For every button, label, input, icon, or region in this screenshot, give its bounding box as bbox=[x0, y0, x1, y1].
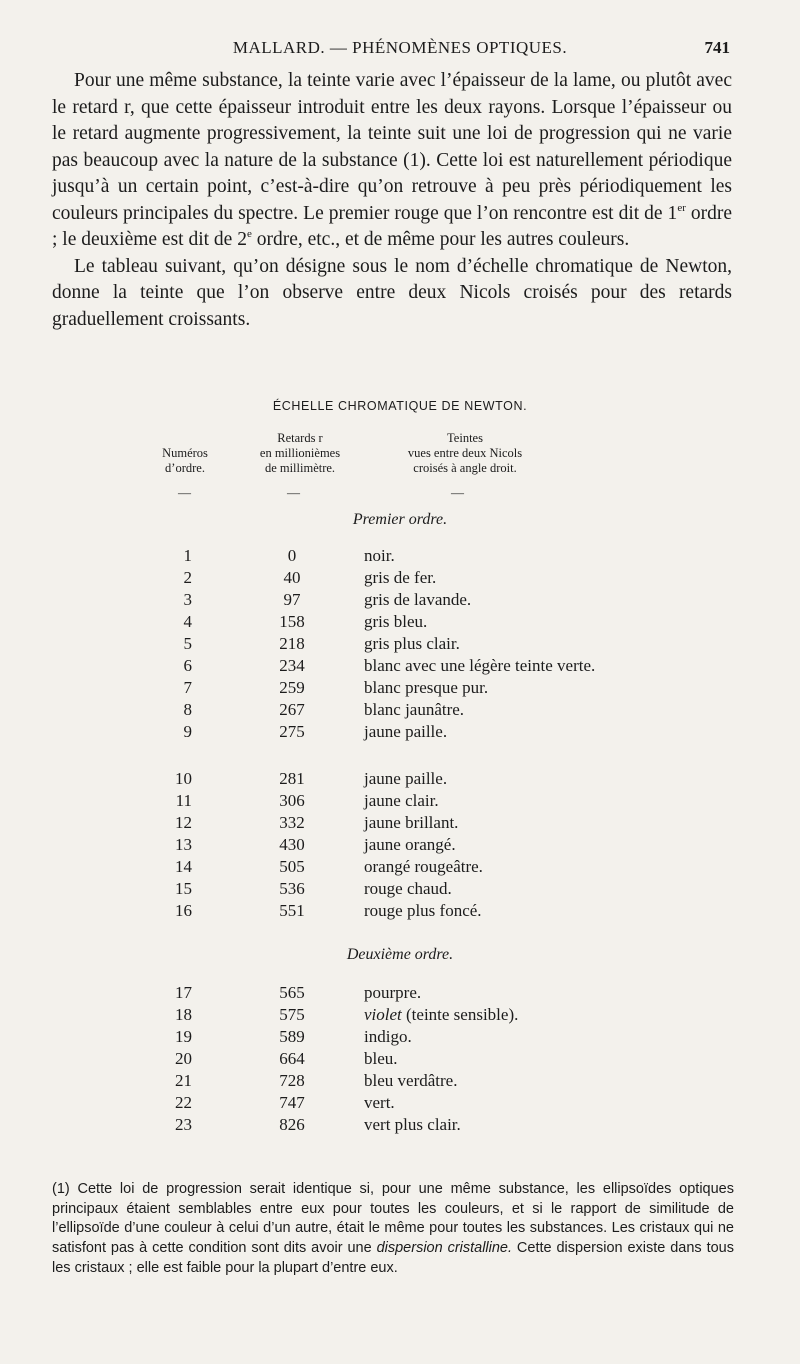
section-title-premier-ordre: Premier ordre. bbox=[352, 511, 448, 528]
table-row bbox=[0, 721, 800, 743]
row-retard: 0 bbox=[287, 546, 297, 565]
paragraph-1-part-2: ordre ; le deuxième est dit de 2 bbox=[52, 202, 732, 250]
row-number: 22 bbox=[175, 1093, 192, 1112]
table-row bbox=[0, 699, 800, 721]
column-header-teintes-line-2: vues entre deux Nicols bbox=[407, 446, 523, 460]
table-row bbox=[0, 856, 800, 878]
row-number: 23 bbox=[175, 1115, 192, 1134]
row-number: 18 bbox=[175, 1005, 192, 1024]
row-number: 20 bbox=[175, 1049, 192, 1068]
row-tint: blanc jaunâtre. bbox=[364, 700, 465, 719]
superscript-er: er bbox=[677, 201, 686, 214]
section-title-deuxieme-ordre: Deuxième ordre. bbox=[346, 946, 454, 963]
table-row bbox=[0, 1114, 800, 1136]
row-retard: 664 bbox=[279, 1049, 305, 1068]
row-number: 15 bbox=[175, 879, 192, 898]
footnote bbox=[52, 1180, 734, 1279]
column-header-retards-line-2: en millionièmes bbox=[259, 446, 341, 460]
table-row bbox=[0, 545, 800, 567]
row-number: 16 bbox=[175, 901, 192, 920]
row-number: 10 bbox=[175, 769, 192, 788]
row-tint: noir. bbox=[364, 546, 395, 565]
table-row bbox=[0, 900, 800, 922]
row-tint: jaune paille. bbox=[364, 769, 448, 788]
footnote-paragraph bbox=[52, 1180, 734, 1279]
row-tint: vert. bbox=[364, 1093, 395, 1112]
footnote-part-1: (1) Cette loi de progression serait identique si, pour une même substance, les ellipsoïdes optiques principaux étaient semblables entre eux pour toutes les couleurs, et si le rapport de similitude de l’ellipsoïde d’une couleur à celui d’un autre, était le même pour toutes les substances. Les cristaux qui ne satisfont pas à cette condition sont dits avoir une bbox=[52, 1181, 734, 1257]
row-retard: 97 bbox=[283, 590, 301, 609]
row-number: 8 bbox=[183, 700, 192, 719]
column-header-numbers bbox=[140, 446, 230, 476]
row-retard: 728 bbox=[279, 1071, 305, 1090]
row-tint: indigo. bbox=[364, 1027, 412, 1046]
row-tint-rest: (teinte sensible). bbox=[401, 1005, 519, 1024]
row-retard: 332 bbox=[279, 813, 305, 832]
table-row bbox=[0, 878, 800, 900]
table-title: ÉCHELLE CHROMATIQUE DE NEWTON. bbox=[272, 399, 528, 413]
row-number: 17 bbox=[175, 983, 192, 1002]
row-number: 9 bbox=[183, 722, 192, 741]
dash-column-3: — bbox=[451, 485, 464, 500]
column-header-teintes bbox=[375, 431, 555, 476]
row-number: 2 bbox=[183, 568, 192, 587]
paragraph-1 bbox=[52, 68, 732, 254]
row-number: 19 bbox=[175, 1027, 192, 1046]
footnote-italic: dispersion cristalline. bbox=[376, 1240, 513, 1257]
row-number: 1 bbox=[183, 546, 192, 565]
column-header-teintes-line-3: croisés à angle droit. bbox=[413, 461, 517, 475]
column-header-retards-line-1: Retards r bbox=[277, 431, 323, 445]
row-retard: 306 bbox=[279, 791, 305, 810]
table-row bbox=[0, 768, 800, 790]
row-number: 13 bbox=[175, 835, 192, 854]
table-row bbox=[0, 633, 800, 655]
table-row bbox=[0, 812, 800, 834]
superscript-e: e bbox=[246, 228, 252, 240]
row-tint: rouge plus foncé. bbox=[364, 901, 482, 920]
row-retard: 536 bbox=[279, 879, 305, 898]
row-tint: jaune clair. bbox=[364, 791, 439, 810]
row-number: 3 bbox=[183, 590, 192, 609]
row-retard: 234 bbox=[279, 656, 305, 675]
row-tint bbox=[364, 1004, 518, 1026]
row-number: 7 bbox=[183, 678, 192, 697]
row-tint: orangé rougeâtre. bbox=[364, 857, 483, 876]
table-row bbox=[0, 834, 800, 856]
row-retard: 826 bbox=[279, 1115, 305, 1134]
row-retard: 747 bbox=[279, 1093, 305, 1112]
running-title: MALLARD. — PHÉNOMÈNES OPTIQUES. bbox=[232, 38, 568, 57]
table-group-3 bbox=[0, 982, 800, 1136]
table-group-1 bbox=[0, 545, 800, 743]
row-retard: 589 bbox=[279, 1027, 305, 1046]
table-row bbox=[0, 1026, 800, 1048]
row-tint-italic: violet bbox=[364, 1005, 402, 1024]
table-row bbox=[0, 567, 800, 589]
row-tint: gris de fer. bbox=[364, 568, 437, 587]
body-text bbox=[52, 68, 732, 333]
row-tint: blanc presque pur. bbox=[364, 678, 489, 697]
page-number: 741 bbox=[704, 38, 730, 57]
table-row bbox=[0, 677, 800, 699]
paragraph-1-part-1: Pour une même substance, la teinte varie avec l’épaisseur de la lame, ou plutôt avec le retard r, que cette épaisseur introduit entre les deux rayons. Lorsque l’épaisseur ou le retard augmente progressivement, la teinte suit une loi de progression qui ne varie pas beaucoup avec la nature de la substance (1). Cette loi est naturellement périodique jusqu’à un certain point, c’est-à-dire qu’on retrouve à peu près périodiquement les couleurs principales du spectre. Le premier rouge que l’on rencontre est dit de 1 bbox=[52, 70, 732, 224]
row-number: 4 bbox=[183, 612, 192, 631]
table-row bbox=[0, 1070, 800, 1092]
paragraph-1-part-3: ordre, etc., et de même pour les autres couleurs. bbox=[251, 229, 630, 250]
column-header-teintes-line-1: Teintes bbox=[447, 431, 483, 445]
table-row bbox=[0, 1048, 800, 1070]
table-row bbox=[0, 1004, 800, 1026]
footnote-part-2: Cette dispersion existe dans tous les cristaux ; elle est faible pour la plupart d’entre eux. bbox=[52, 1240, 734, 1276]
row-retard: 575 bbox=[279, 1005, 305, 1024]
paragraph-2: Le tableau suivant, qu’on désigne sous le nom d’échelle chromatique de Newton, donne la teinte que l’on observe entre deux Nicols croisés pour des retards graduellement croissants. bbox=[52, 255, 732, 330]
column-header-numbers-line-1: Numéros bbox=[162, 446, 208, 460]
row-retard: 218 bbox=[279, 634, 305, 653]
table-row bbox=[0, 790, 800, 812]
row-retard: 505 bbox=[279, 857, 305, 876]
row-retard: 430 bbox=[279, 835, 305, 854]
row-number: 5 bbox=[183, 634, 192, 653]
table-row bbox=[0, 655, 800, 677]
row-tint: jaune orangé. bbox=[364, 835, 456, 854]
row-number: 21 bbox=[175, 1071, 192, 1090]
row-retard: 551 bbox=[279, 901, 305, 920]
row-tint: jaune paille. bbox=[364, 722, 448, 741]
table-row bbox=[0, 982, 800, 1004]
dash-column-2: — bbox=[287, 485, 300, 500]
row-number: 11 bbox=[175, 791, 192, 810]
row-tint: bleu. bbox=[364, 1049, 398, 1068]
row-retard: 267 bbox=[279, 700, 305, 719]
row-retard: 565 bbox=[279, 983, 305, 1002]
page-header bbox=[0, 38, 800, 64]
row-retard: 158 bbox=[279, 612, 305, 631]
table-row bbox=[0, 1092, 800, 1114]
row-tint: jaune brillant. bbox=[364, 813, 459, 832]
row-number: 14 bbox=[175, 857, 192, 876]
row-retard: 259 bbox=[279, 678, 305, 697]
column-header-numbers-line-2: d’ordre. bbox=[165, 461, 205, 475]
row-tint: gris de lavande. bbox=[364, 590, 472, 609]
row-retard: 281 bbox=[279, 769, 305, 788]
row-tint: rouge chaud. bbox=[364, 879, 452, 898]
row-retard: 40 bbox=[283, 568, 301, 587]
row-tint: gris plus clair. bbox=[364, 634, 460, 653]
row-retard: 275 bbox=[279, 722, 305, 741]
table-row bbox=[0, 589, 800, 611]
row-tint: blanc avec une légère teinte verte. bbox=[364, 656, 596, 675]
row-number: 12 bbox=[175, 813, 192, 832]
row-tint: vert plus clair. bbox=[364, 1115, 461, 1134]
column-header-retards bbox=[230, 431, 370, 476]
table-group-2 bbox=[0, 768, 800, 922]
row-number: 6 bbox=[183, 656, 192, 675]
table-row bbox=[0, 611, 800, 633]
row-tint: pourpre. bbox=[364, 983, 422, 1002]
dash-column-1: — bbox=[178, 485, 191, 500]
row-tint: gris bleu. bbox=[364, 612, 428, 631]
column-header-retards-line-3: de millimètre. bbox=[264, 461, 336, 475]
row-tint: bleu verdâtre. bbox=[364, 1071, 458, 1090]
